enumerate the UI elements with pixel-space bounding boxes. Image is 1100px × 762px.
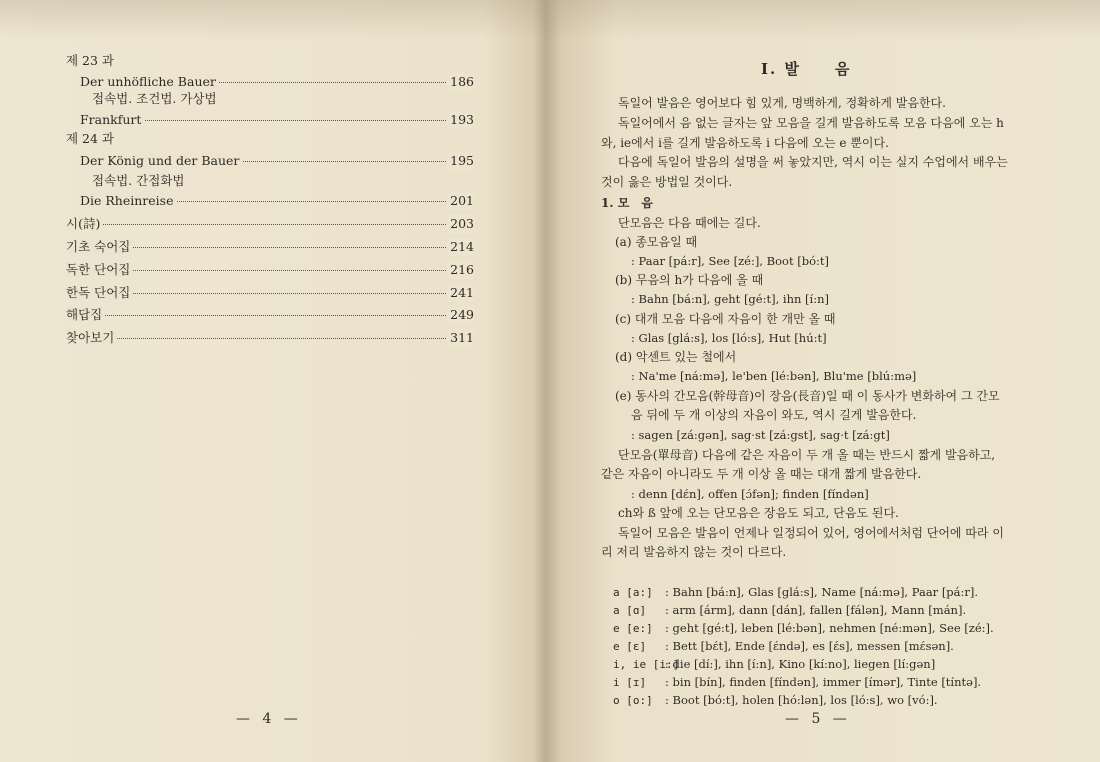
vowel-row	[613, 673, 981, 692]
text-line: : denn [dɛ́n], offen [ɔ́fən]; finden [fíndən]	[631, 487, 869, 501]
vowel-symbol: i, ie [i:]	[613, 658, 680, 671]
vowel-examples: : bin [bín], finden [fíndən], immer [ímər], Tinte [tíntə].	[665, 675, 982, 689]
text-line: 독일어에서 음 없는 글자는 앞 모음을 길게 발음하도록 모음 다음에 오는 h	[618, 116, 1004, 130]
toc-entry	[66, 238, 474, 256]
toc-entry: 접속법. 간접화법	[92, 173, 185, 188]
toc-entry	[66, 261, 474, 279]
toc-entry-page: 241	[447, 284, 474, 302]
toc-entry-page: 201	[447, 192, 474, 210]
vowel-examples: : Boot [bó:t], holen [hó:lən], los [ló:s], wo [vó:].	[665, 693, 938, 707]
text-line: 리 저리 발음하지 않는 것이 다르다.	[601, 545, 787, 559]
vowel-examples: : Bett [bɛ́t], Ende [ɛ́ndə], es [ɛ́s], messen [mɛ́sən].	[665, 639, 954, 653]
section-heading: 1. 모 음	[601, 196, 653, 210]
vowel-symbol: a [a:]	[613, 586, 653, 599]
text-line: : Na'me [ná:mə], le'ben [lé:bən], Blu'me [blú:mə]	[631, 369, 917, 383]
toc-entry-page: 214	[447, 238, 474, 256]
text-line: (c) 대개 모음 다음에 자음이 한 개만 올 때	[615, 312, 836, 326]
page-number: — 4 —	[236, 711, 302, 727]
text-line: 단모음은 다음 때에는 길다.	[618, 216, 761, 230]
toc-entry-title: Die Rheinreise	[80, 193, 176, 208]
toc-entry	[80, 152, 474, 170]
toc-entry-page: 193	[447, 111, 474, 129]
left-page	[0, 0, 540, 762]
vowel-row	[613, 583, 978, 602]
vowel-examples: : Bahn [bá:n], Glas [glá:s], Name [ná:mə], Paar [pá:r].	[665, 585, 979, 599]
vowel-row	[613, 637, 954, 656]
text-line: : Bahn [bá:n], geht [gé:t], ihn [í:n]	[631, 292, 829, 306]
vowel-symbol: a [ɑ]	[613, 604, 647, 617]
text-line: : Paar [pá:r], See [zé:], Boot [bó:t]	[631, 254, 829, 268]
vowel-row	[613, 655, 935, 674]
vowel-symbol: e [e:]	[613, 622, 653, 635]
toc-entry-page: 311	[447, 329, 474, 347]
toc-entry-title: Der König und der Bauer	[80, 153, 242, 168]
page-number: — 5 —	[785, 711, 851, 727]
right-page	[545, 0, 1100, 762]
vowel-row	[613, 619, 994, 638]
toc-entry: 제 24 과	[66, 131, 115, 146]
vowel-symbol: e [ɛ]	[613, 640, 647, 653]
toc-entry	[80, 111, 474, 129]
toc-entry-title: Der unhöfliche Bauer	[80, 74, 219, 89]
toc-entry	[66, 215, 474, 233]
text-line: 다음에 독일어 발음의 설명을 써 놓았지만, 역시 이는 실지 수업에서 배우는	[618, 155, 1008, 169]
text-line: 독일어 모음은 발음이 언제나 일정되어 있어, 영어에서처럼 단어에 따라 이	[618, 526, 1004, 540]
vowel-examples: : geht [gé:t], leben [lé:bən], nehmen [né:mən], See [zé:].	[665, 621, 994, 635]
text-line: 것이 옳은 방법일 것이다.	[601, 175, 733, 189]
text-line: (d) 악센트 있는 철에서	[615, 350, 737, 364]
text-line: 단모음(單母音) 다음에 같은 자음이 두 개 올 때는 반드시 짧게 발음하고,	[618, 448, 996, 462]
vowel-symbol: i [ɪ]	[613, 676, 647, 689]
toc-entry-title: 한독 단어집	[66, 285, 133, 300]
toc-entry-page: 186	[447, 73, 474, 91]
text-line: 같은 자음이 아니라도 두 개 이상 올 때는 대개 짧게 발음한다.	[601, 467, 922, 481]
vowel-row	[613, 601, 966, 620]
section-title: I. 발 음	[761, 60, 852, 78]
toc-entry	[66, 284, 474, 302]
vowel-examples: : arm [árm], dann [dán], fallen [fálən], Mann [mán].	[665, 603, 967, 617]
toc-entry: 제 23 과	[66, 53, 115, 68]
text-line: (b) 무음의 h가 다음에 올 때	[615, 273, 764, 287]
toc-entry-title: 시(詩)	[66, 216, 103, 231]
toc-entry-title: 독한 단어집	[66, 262, 133, 277]
toc-entry	[80, 192, 474, 210]
text-line: 음 뒤에 두 개 이상의 자음이 와도, 역시 길게 발음한다.	[631, 408, 917, 422]
toc-entry-page: 195	[447, 152, 474, 170]
toc-entry-title: 찾아보기	[66, 330, 117, 345]
toc-entry-title: Frankfurt	[80, 112, 144, 127]
toc-entry	[66, 306, 474, 324]
toc-entry-page: 216	[447, 261, 474, 279]
text-line: 독일어 발음은 영어보다 힘 있게, 명백하게, 정확하게 발음한다.	[618, 96, 946, 110]
text-line: (e) 동사의 간모음(幹母音)이 장음(長音)일 때 이 동사가 변화하여 그 간모	[615, 389, 1000, 403]
toc-entry-title: 해답집	[66, 307, 105, 322]
toc-entry-page: 203	[447, 215, 474, 233]
vowel-symbol: o [o:]	[613, 694, 653, 707]
toc-entry: 접속법. 조건법. 가상법	[92, 91, 217, 106]
text-line: 와, ie에서 i를 길게 발음하도록 i 다음에 오는 e 뿐이다.	[601, 136, 889, 150]
text-line: : sagen [zá:gən], sag·st [zá:gst], sag·t [zá:gt]	[631, 428, 890, 442]
toc-entry	[80, 73, 474, 91]
vowel-row	[613, 691, 938, 710]
text-line: ch와 ß 앞에 오는 단모음은 장음도 되고, 단음도 된다.	[618, 506, 899, 520]
text-line: : Glas [glá:s], los [ló:s], Hut [hú:t]	[631, 331, 827, 345]
vowel-examples: : die [dí:], ihn [í:n], Kino [kí:no], liegen [lí:gən]	[665, 657, 936, 671]
text-line: (a) 종모음일 때	[615, 235, 698, 249]
toc-entry-title: 기초 숙어집	[66, 239, 133, 254]
toc-entry-page: 249	[447, 306, 474, 324]
toc-entry	[66, 329, 474, 347]
